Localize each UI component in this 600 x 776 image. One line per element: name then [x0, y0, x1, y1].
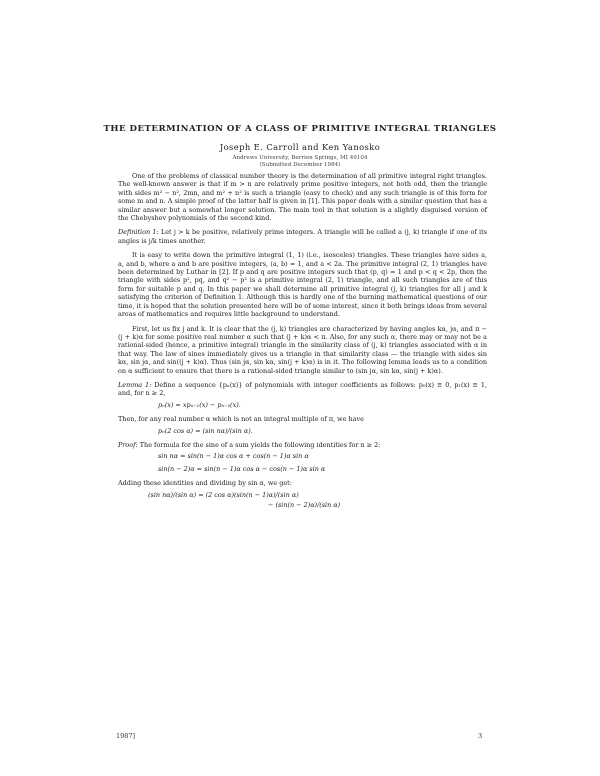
definition-label: Definition 1: — [118, 228, 159, 237]
lemma-label: Lemma 1: — [118, 380, 152, 389]
lemma-continuation: Then, for any real number α which is not an integral multiple of π, we have — [118, 415, 364, 424]
intro-paragraph: One of the problems of classical number theory is the determination of all primitive integral right triangles. The well-known answer is that if m > n are relatively prime positive integers, not both odd, then the triangle with sides m² − n², 2mn, and m² + n² is such a triangle (easy to check) and any such triangle is of this form for some m and n. A simple proof of the latter half is given in [1]. This paper deals with a similar question that has a similar answer but a somewhat longer solution. The main tool in that solution is a slightly disguised version of the Chebyshev polynomials of the second kind. — [118, 172, 487, 223]
sine-identities — [158, 452, 487, 473]
recurrence-equation: pₙ(x) = xpₙ₋₁(x) − pₙ₋₂(x). — [158, 400, 241, 409]
proof-text: The formula for the sine of a sum yields the following identities for n ≥ 2: — [139, 440, 381, 449]
affiliation-line-1: Andrews University, Berrien Springs, MI 49104 — [232, 155, 368, 161]
final-equation-1: (sin nα)/(sin α) = (2 cos α)(sin(n − 1)α)/(sin α) — [148, 490, 299, 499]
paper-authors: Joseph E. Carroll and Ken Yanosko — [219, 142, 381, 152]
page-number: 3 — [478, 732, 483, 740]
lemma-result-equation: pₙ(2 cos α) = (sin nα)/(sin α). — [158, 426, 253, 435]
proof — [118, 441, 487, 449]
identity-2: sin(n − 2)α = sin(n − 1)α cos α − cos(n − 1)α sin α — [158, 464, 326, 473]
identity-1: sin nα = sin(n − 1)α cos α + cos(n − 1)α sin α — [158, 452, 309, 461]
adding-text: Adding these identities and dividing by sin α, we get: — [118, 479, 292, 488]
proof-label: Proof: — [118, 440, 138, 449]
final-equation-2: − (sin(n − 2)α)/(sin α) — [268, 501, 341, 509]
definition-1 — [118, 228, 487, 245]
paper-title: THE DETERMINATION OF A CLASS OF PRIMITIVE INTEGRAL TRIANGLES — [103, 124, 497, 134]
body-paragraph-2: It is easy to write down the primitive integral (1, 1) (i.e., isosceles) triangles. These triangles have sides a, a, and b, where a and b are positive integers, (a, b) = 1, and a < 2a. The primitive integral (2, 1) triangles have been determined by Luthar in [2]. If p and q are positive integers such that (p, q) = 1 and p < q < 2p, then the triangle with sides p², pq, and q² − p² is a primitive integral (2, 1) triangle, and all such triangles are of this form for suitable p and q. In this paper we shall determine all primitive integral (j, k) triangles for all j and k satisfying the criterion of Definition 1. Although this is hardly one of the burning mathematical questions of our time, it is hoped that the solution presented here will be of some interest, since it both brings ideas from several areas of mathematics and requires little background to understand. — [118, 251, 487, 319]
author-affiliation — [0, 155, 600, 168]
footer-left: 1987] — [116, 732, 136, 740]
body-paragraph-3: First, let us fix j and k. It is clear that the (j, k) triangles are characterized by having angles kα, jα, and π − (j + k)α for some positive real number α such that (j + k)α < π. Also, for any such α, there may or may not be a rational-sided (hence, a primitive integral) triangle in the similarity class of (j, k) triangles associated with α in that way. The law of sines immediately gives us a triangle in that similarity class — the triangle with sides sin kα, sin jα, and sin((j + k)α). Thus (sin jα, sin kα, sin(j + k)α) is in it. The following lemma leads us to a condition on α sufficient to ensure that there is a rational-sided triangle similar to (sin jα, sin kα, sin(j + k)α). — [118, 324, 487, 375]
lemma-text: Define a sequence {pₙ(x)} of polynomials with integer coefficients as follows: p₀(x) ≡ 0, p₁(x) ≡ 1, and, for n ≥ 2, — [118, 380, 487, 398]
definition-text: Let j > k be positive, relatively prime integers. A triangle will be called a (j, k) triangle if one of its angles is j/k times another. — [118, 228, 487, 245]
paper-body — [118, 172, 487, 515]
lemma-1 — [118, 381, 487, 398]
affiliation-line-2: (Submitted December 1984) — [259, 161, 341, 168]
